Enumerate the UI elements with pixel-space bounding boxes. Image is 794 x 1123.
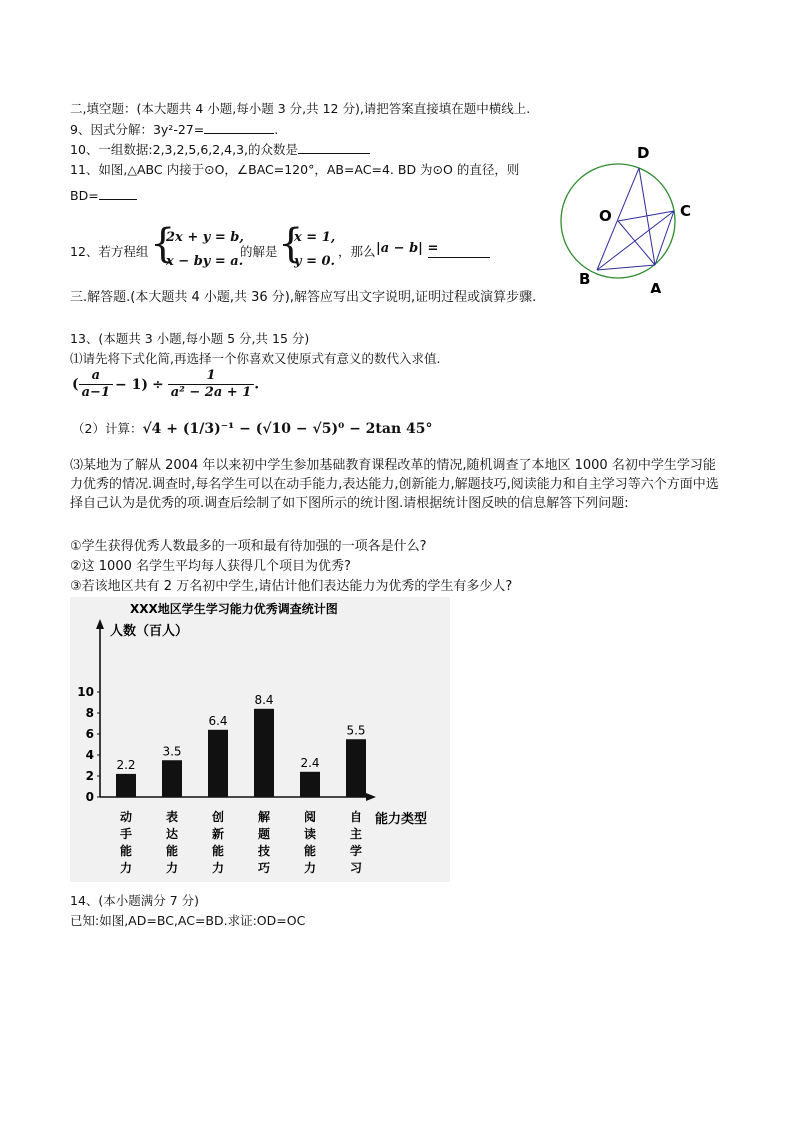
q12-prefix: 12、若方程组: [70, 244, 149, 259]
q12-equation-1: 2x + y = b,: [166, 230, 244, 245]
y-tick-label: 8: [85, 706, 94, 720]
bar-4: [254, 709, 274, 797]
bar-value-label: 2.2: [116, 757, 136, 772]
label-c: C: [680, 202, 692, 220]
section3-header: 三.解答题.(本大题共 4 小题,共 36 分),解答应写出文字说明,证明过程或演算步骤.: [70, 290, 537, 305]
y-tick-label: 6: [85, 727, 94, 741]
q12-equation-2: x − by = a.: [166, 254, 244, 269]
question-11-line2: [70, 186, 137, 205]
q9-text: 9、因式分解：3y²-27=: [70, 122, 205, 137]
question-14-title: 14、(本小题满分 7 分): [70, 893, 200, 908]
bar-6: [346, 739, 366, 797]
label-o: O: [599, 207, 612, 225]
category-label: 自主学习: [349, 810, 363, 875]
question-13-part1: ⑴请先将下式化简,再选择一个你喜欢又使原式有意义的数代入求值.: [70, 351, 441, 366]
bar-value-label: 3.5: [162, 744, 182, 759]
question-11-line1: 11、如图,△ABC 内接于⊙O，∠BAC=120°，AB=AC=4. BD 为⊙O 的直径，则: [70, 162, 520, 177]
expression-2: √4 + (1/3)⁻¹ − (√10 − √5)⁰ − 2tan 45°: [142, 421, 433, 437]
bar-value-label: 2.4: [300, 755, 320, 770]
question-10: [70, 140, 370, 159]
expr1-frac2-num: 1: [168, 368, 255, 385]
category-label: 阅读能力: [303, 810, 317, 875]
q12-system-brace: {: [150, 221, 176, 267]
y-axis-label: 人数（百人）: [110, 624, 189, 639]
question-14-text: 已知:如图,AD=BC,AC=BD.求证:OD=OC: [70, 913, 306, 928]
q12-solution-1: x = 1,: [294, 230, 336, 245]
expr1-open: (: [72, 376, 79, 393]
expr1-end: .: [254, 376, 260, 393]
y-tick-label: 4: [85, 748, 94, 762]
q9-answer-blank[interactable]: [204, 120, 274, 134]
q12-solution-2: y = 0.: [294, 254, 336, 269]
y-tick-label: 10: [77, 685, 94, 699]
q12-solution-brace: {: [278, 221, 304, 267]
question-13-sub2: ②这 1000 名学生平均每人获得几个项目为优秀?: [70, 559, 351, 574]
question-12: [70, 221, 540, 276]
question-13-title: 13、(本题共 3 小题,每小题 5 分,共 15 分): [70, 331, 310, 346]
circle-figure: [555, 143, 705, 293]
ability-bar-chart: [70, 597, 450, 882]
expr1-frac1-den: a−1: [81, 385, 110, 400]
expr1-minus: − 1): [115, 376, 148, 393]
chord-ac: [655, 211, 674, 265]
expression-1: [72, 368, 259, 408]
q12-abs-expression: |a − b| =: [376, 241, 439, 256]
bar-value-label: 8.4: [254, 692, 274, 707]
bar-3: [208, 730, 228, 797]
expr1-fraction-a: [79, 368, 113, 401]
expr1-frac1-num: a: [79, 368, 113, 385]
category-label: 动手能力: [119, 810, 133, 875]
q12-answer-blank[interactable]: [428, 244, 490, 258]
question-9: [70, 120, 278, 139]
category-label: 创新能力: [211, 810, 225, 875]
bar-5: [300, 772, 320, 797]
q11-bd-label: BD=: [70, 188, 99, 203]
question-13-sub3: ③若该地区共有 2 万名初中学生,请估计他们表达能力为优秀的学生有多少人?: [70, 579, 513, 594]
q9-suffix: .: [274, 122, 279, 137]
y-tick-label: 2: [85, 769, 94, 783]
section2-header: 二,填空题：(本大题共 4 小题,每小题 3 分,共 12 分),请把答案直接填在题中横线上.: [70, 101, 531, 116]
expr1-frac2-den: a² − 2a + 1: [170, 385, 252, 400]
label-a: A: [650, 280, 662, 293]
chart-title: XXX地区学生学习能力优秀调查统计图: [130, 602, 338, 616]
question-13-part2: [72, 418, 433, 437]
y-tick-label: 0: [85, 790, 94, 804]
expr1-fraction-b: [168, 368, 255, 401]
question-13-sub1: ①学生获得优秀人数最多的一项和最有待加强的一项各是什么?: [70, 539, 427, 554]
bar-1: [116, 774, 136, 797]
q12-suffix: ，那么: [338, 244, 376, 259]
category-label: 解题技巧: [257, 810, 271, 875]
expr1-divide: ÷: [151, 376, 164, 393]
x-axis-label: 能力类型: [375, 812, 428, 827]
q12-middle-text: 的解是: [240, 244, 278, 259]
q13-part2-label: （2）计算：: [72, 421, 143, 436]
chord-oa: [618, 221, 655, 265]
chord-ab: [597, 265, 655, 270]
bar-value-label: 6.4: [208, 713, 228, 728]
category-label: 表达能力: [165, 810, 179, 875]
label-b: B: [579, 270, 591, 288]
q10-text: 10、一组数据:2,3,2,5,6,2,4,3,的众数是: [70, 142, 299, 157]
bar-value-label: 5.5: [346, 723, 366, 738]
bar-2: [162, 760, 182, 797]
q11-answer-blank[interactable]: [99, 186, 137, 200]
q10-answer-blank[interactable]: [298, 140, 370, 154]
question-13-part3: ⑶某地为了解从 2004 年以来初中学生参加基础教育课程改革的情况,随机调查了本地区 1000 名初中学生学习能力优秀的情况.调查时,每名学生可以在动手能力,表达能力,创新能力,解题技巧,阅读能力和自主学习等六个方面中选择自己认为是优秀的项.调查后绘制了如下图所示的统计图.请根据统计图反映的信息解答下列问题:: [70, 458, 719, 511]
label-d: D: [637, 144, 650, 162]
